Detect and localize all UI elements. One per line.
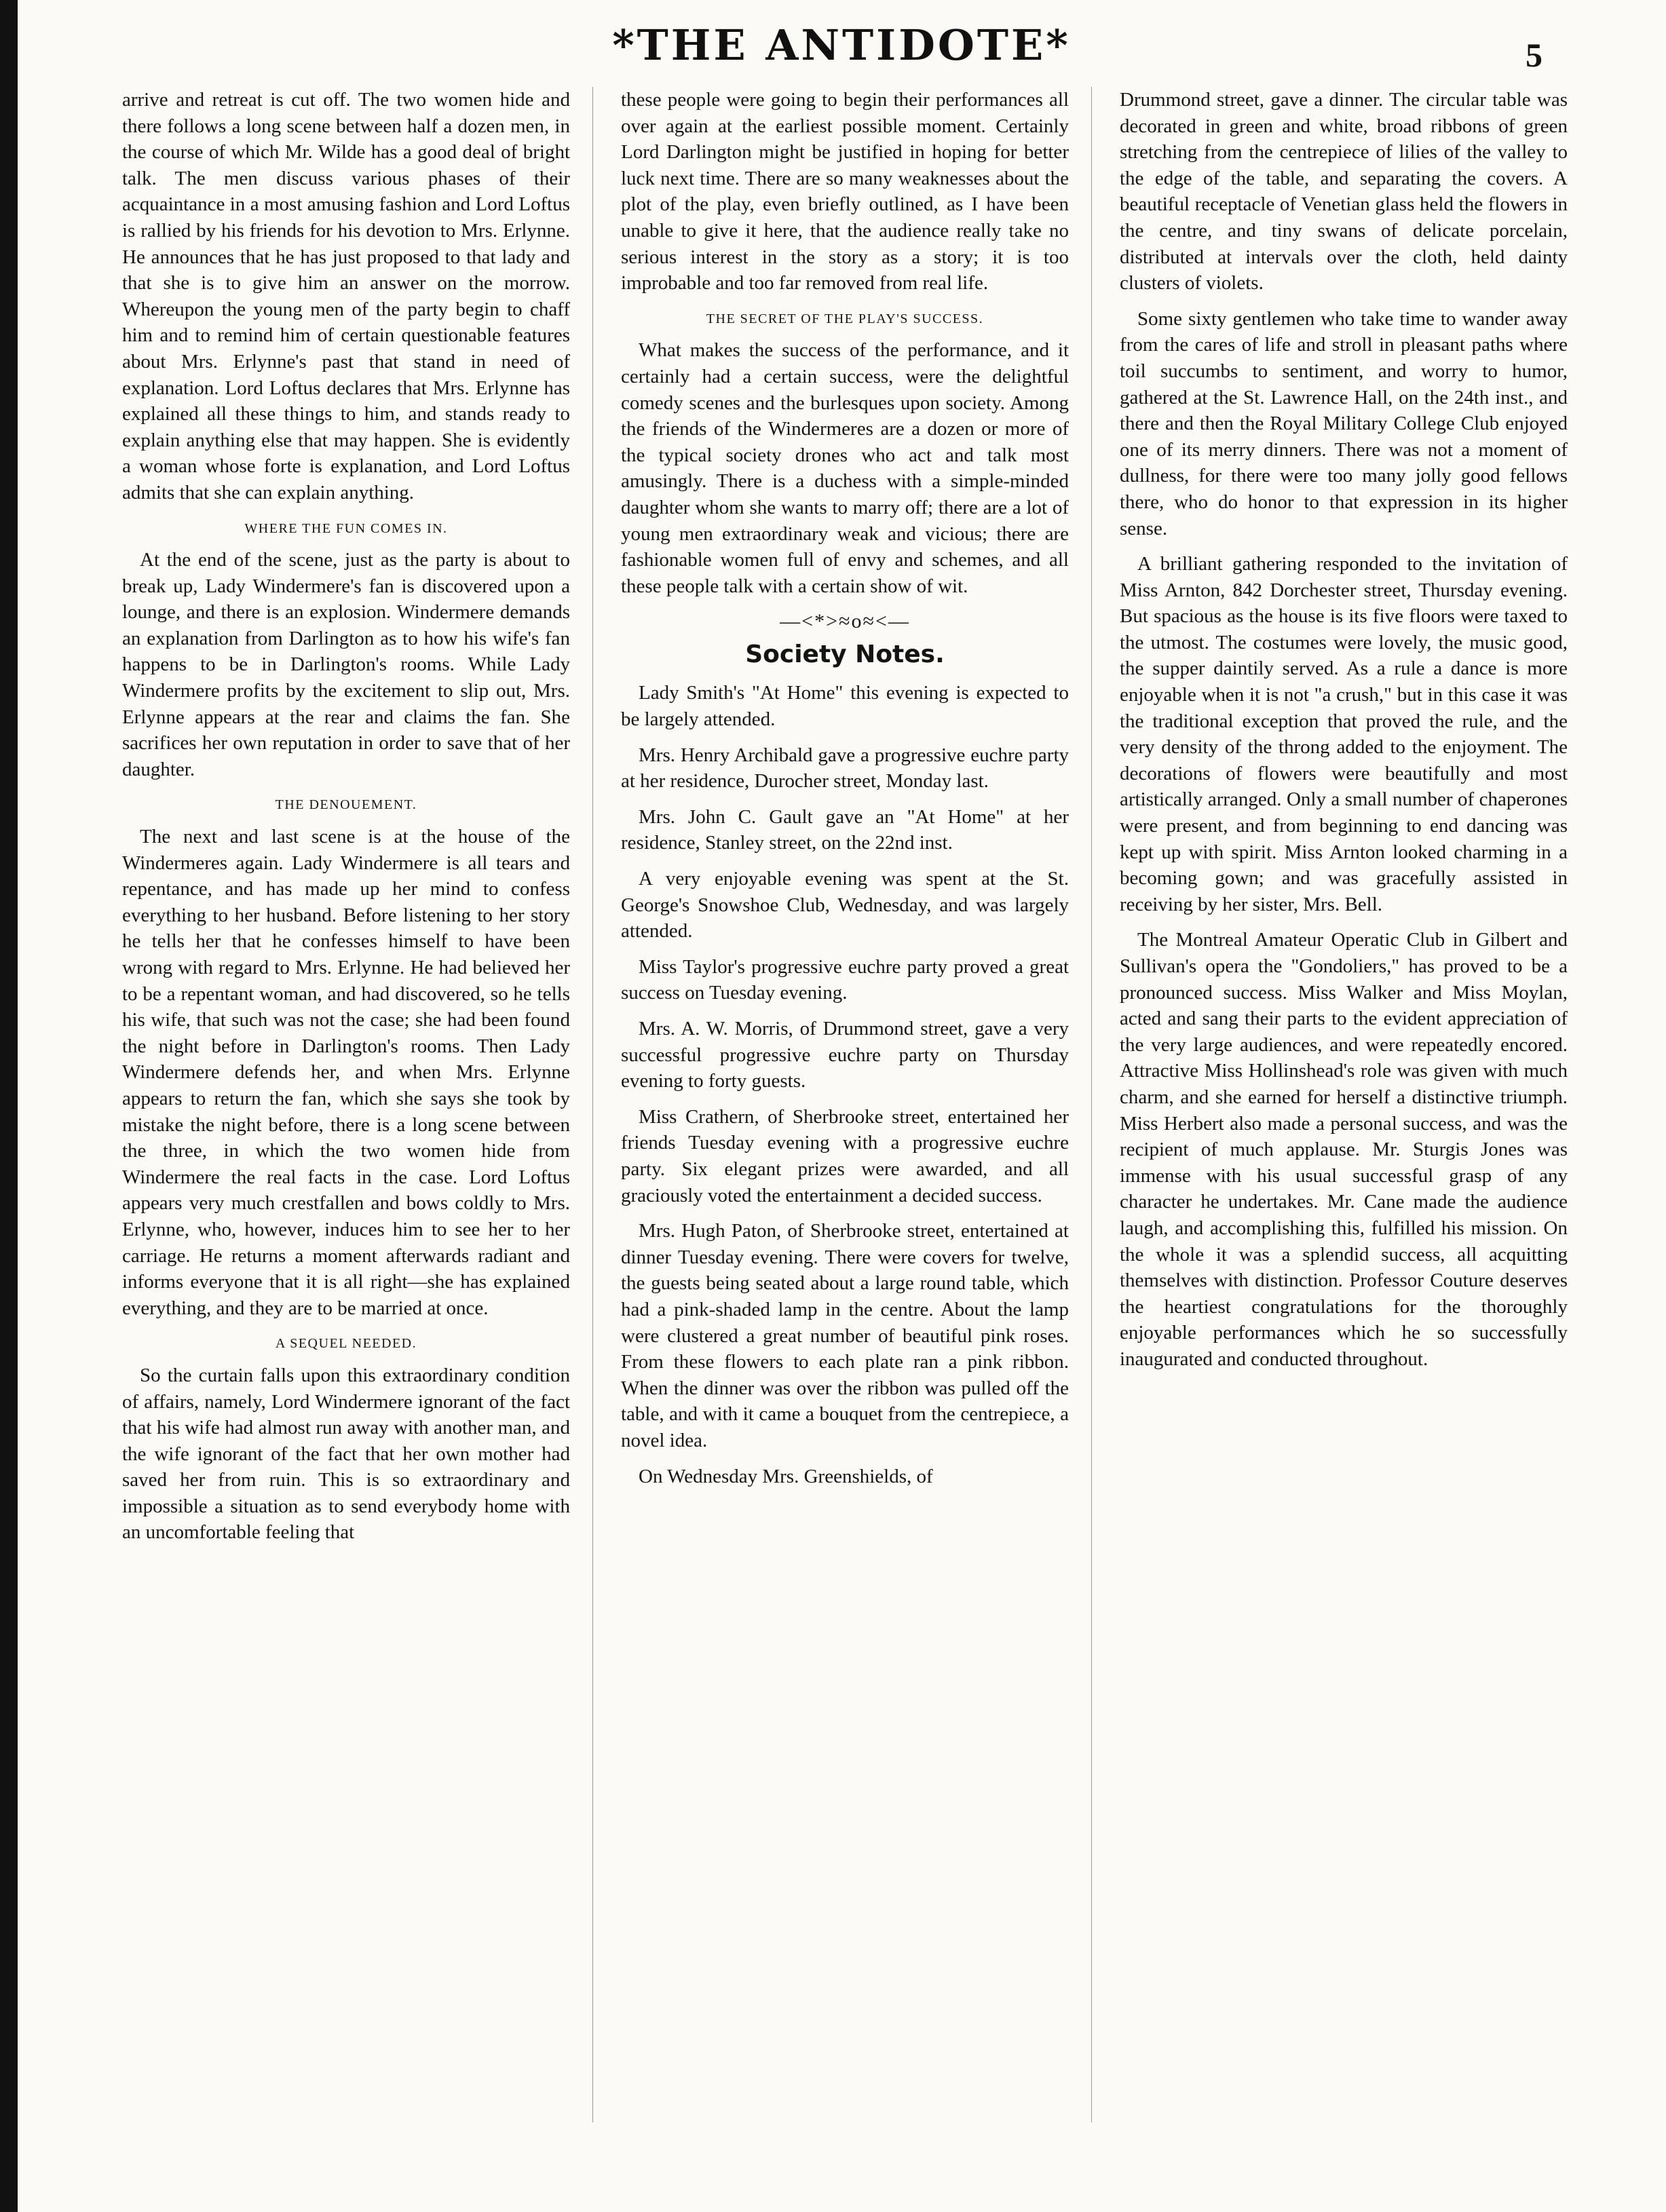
- column-rule: [592, 87, 593, 2122]
- column-2-intro: these people were going to begin their performances all over again at the earliest possible moment. Certainly Lord Darlington might be justified in hoping for better luck next time. There are so many weaknesses about the plot of the play, even briefly outlined, as I have been unable to give it here, that the audience really take no serious interest in the story as a story; it is too improbable and too far removed from real life.: [621, 89, 1069, 294]
- section-title-society-notes: Society Notes.: [745, 640, 945, 668]
- column-3-intro: Drummond street, gave a dinner. The circular table was decorated in green and white, broad ribbons of green stretching from the centrepiece of lilies of the valley to the edge of the table, and separating the covers. A beautiful receptacle of Venetian glass held the flowers in the centre, and tiny swans of delicate porcelain, distributed at intervals over the cloth, held dainty clusters of violets.: [1120, 89, 1568, 294]
- paragraph: Some sixty gentlemen who take time to wander away from the cares of life and stroll in pleasant paths where toil succumbs to sentiment, and worry to humor, gathered at the St. Lawrence Hall, on the 24th inst., and there and then the Royal Military College Club enjoyed one of its merry dinners. There was not a moment of dullness, for there were too many jolly good fellows there, who do honor to that expression in its higher sense.: [1120, 307, 1568, 539]
- society-note: On Wednesday Mrs. Greenshields, of: [639, 1465, 933, 1487]
- paragraph: What makes the success of the performance, and it certainly had a certain success, were the delightful comedy scenes and the burlesques upon society. Among the friends of the Windermeres are a dozen or more of the typical society drones who act and talk most amusingly. There is a duchess with a simple-minded daughter whom she wants to marry off; there are a lot of young men extraordinary weak and vicious; there are fashionable women full of envy and schemes, and all these people talk with a certain show of wit.: [621, 339, 1069, 597]
- paragraph: A brilliant gathering responded to the invitation of Miss Arnton, 842 Dorchester street, Thursday evening. But spacious as the house is its five floors were taxed to the utmost. The costumes were lovely, the music good, the supper daintily served. As a rule a dance is more enjoyable when it is not "a crush," but in this case it was the traditional exception that proved the rule, and the very density of the throng added to the enjoyment. The decorations of flowers were beautifully and most artistically arranged. Only a small number of chaperones were present, and from beginning to end dancing was kept up with spirit. Miss Arnton looked charming in a becoming gown; and was gracefully assisted in receiving by her sister, Mrs. Bell.: [1120, 553, 1568, 915]
- masthead: *THE ANTIDOTE*: [612, 20, 1071, 70]
- article-column-3: [1120, 87, 1568, 1382]
- society-note: Mrs. Hugh Paton, of Sherbrooke street, entertained at dinner Tuesday evening. There were covers for twelve, the guests being seated about a large round table, which had a pink-shaded lamp in the centre. About the lamp were clustered a great number of beautiful pink roses. From these flowers to each plate ran a pink ribbon. When the dinner was over the ribbon was pulled off the table, and with it came a bouquet from the centrepiece, a novel idea.: [621, 1220, 1069, 1451]
- society-note: Lady Smith's "At Home" this evening is expected to be largely attended.: [621, 682, 1069, 731]
- society-note: A very enjoyable evening was spent at the St. George's Snowshoe Club, Wednesday, and was largely attended.: [621, 868, 1069, 942]
- paragraph: The next and last scene is at the house of the Windermeres again. Lady Windermere is all tears and repentance, and has made up her mind to confess everything to her husband. Before listening to her story he tells her that he confesses himself to have been wrong with regard to Mrs. Erlynne. He had believed her to be a repentant woman, and had discovered, so he tells his wife, that such was not the case; she had been found the night before in Darlington's rooms. Then Lady Windermere defends her, and when Mrs. Erlynne appears to return the fan, which she says she took by mistake the night before, there is a long scene between the three, in which the two women hide from Windermere the real facts in the case. Lord Loftus appears very much crestfallen and bows coldly to Mrs. Erlynne, who, however, induces him to see her to her carriage. He returns a moment afterwards radiant and informs everyone that it is all right—she has explained everything, and they are to be married at once.: [122, 826, 570, 1319]
- society-note: Miss Crathern, of Sherbrooke street, entertained her friends Tuesday evening with a progressive euchre party. Six elegant prizes were awarded, and all graciously voted the entertainment a decided success.: [621, 1105, 1069, 1206]
- paragraph: At the end of the scene, just as the party is about to break up, Lady Windermere's fan is discovered upon a lounge, and there is an explosion. Windermere demands an explanation from Darlington as to how his wife's fan happens to be in Darlington's rooms. While Lady Windermere profits by the excitement to slip out, Mrs. Erlynne appears at the rear and claims the fan. She sacrifices her own reputation in order to save that of her daughter.: [122, 549, 570, 780]
- column-rule: [1091, 87, 1092, 2122]
- subhead-secret: THE SECRET OF THE PLAY'S SUCCESS.: [706, 311, 984, 326]
- society-note: Mrs. A. W. Morris, of Drummond street, gave a very successful progressive euchre party on Thursday evening to forty guests.: [621, 1018, 1069, 1092]
- society-note: Mrs. John C. Gault gave an "At Home" at her residence, Stanley street, on the 22nd inst.: [621, 805, 1069, 854]
- article-column-2: [621, 87, 1069, 1499]
- subhead-fun: WHERE THE FUN COMES IN.: [244, 520, 448, 536]
- subhead-denouement: THE DENOUEMENT.: [275, 797, 417, 813]
- ornament-divider: —<*>≈o≈<—: [780, 610, 910, 633]
- page-number: 5: [1526, 36, 1542, 74]
- society-note: Miss Taylor's progressive euchre party proved a great success on Tuesday evening.: [621, 955, 1069, 1004]
- paragraph: So the curtain falls upon this extraordinary condition of affairs, namely, Lord Windermere ignorant of the fact that his wife had almost run away with another man, and the wife ignorant of the fact that her own mother had saved her from ruin. This is so extraordinary and impossible a situation as to send everybody home with an uncomfortable feeling that: [122, 1364, 570, 1544]
- subhead-sequel: A SEQUEL NEEDED.: [275, 1336, 417, 1352]
- scan-edge-shadow: [0, 0, 18, 2212]
- paragraph: The Montreal Amateur Operatic Club in Gilbert and Sullivan's opera the "Gondoliers," has proved to be a pronounced success. Miss Walker and Miss Moylan, acted and sang their parts to the evident appreciation of the very large audiences, and were repeatedly encored. Attractive Miss Hollinshead's role was given with much charm, and she earned for herself a distinctive triumph. Miss Herbert also made a personal success, and was the recipient of much applause. Mr. Sturgis Jones was immense with his usual successful grasp of any character he undertakes. Mr. Cane made the audience laugh, and accomplishing this, fulfilled his mission. On the whole it was a splendid success, all acquitting themselves with distinction. Professor Couture deserves the heartiest congratulations for the thoroughly enjoyable performances which he so successfully inaugurated and conducted throughout.: [1120, 929, 1568, 1370]
- column-1-intro: arrive and retreat is cut off. The two women hide and there follows a long scene between half a dozen men, in the course of which Mr. Wilde has a good deal of bright talk. The men discuss various phases of their acquaintance in a most amusing fashion and Lord Loftus is rallied by his friends for his devotion to Mrs. Erlynne. He announces that he has just proposed to that lady and that she is to give him an answer on the morrow. Whereupon the young men of the party begin to chaff him and to remind him of certain questionable features about Mrs. Erlynne's past that stand in need of explanation. Lord Loftus declares that Mrs. Erlynne has explained all these things to him, and stands ready to explain anything else that may happen. She is evidently a woman whose forte is explanation, and Lord Loftus admits that she can explain anything.: [122, 89, 570, 503]
- society-note: Mrs. Henry Archibald gave a progressive euchre party at her residence, Durocher street, Monday last.: [621, 744, 1069, 793]
- article-column-1: [122, 87, 570, 1555]
